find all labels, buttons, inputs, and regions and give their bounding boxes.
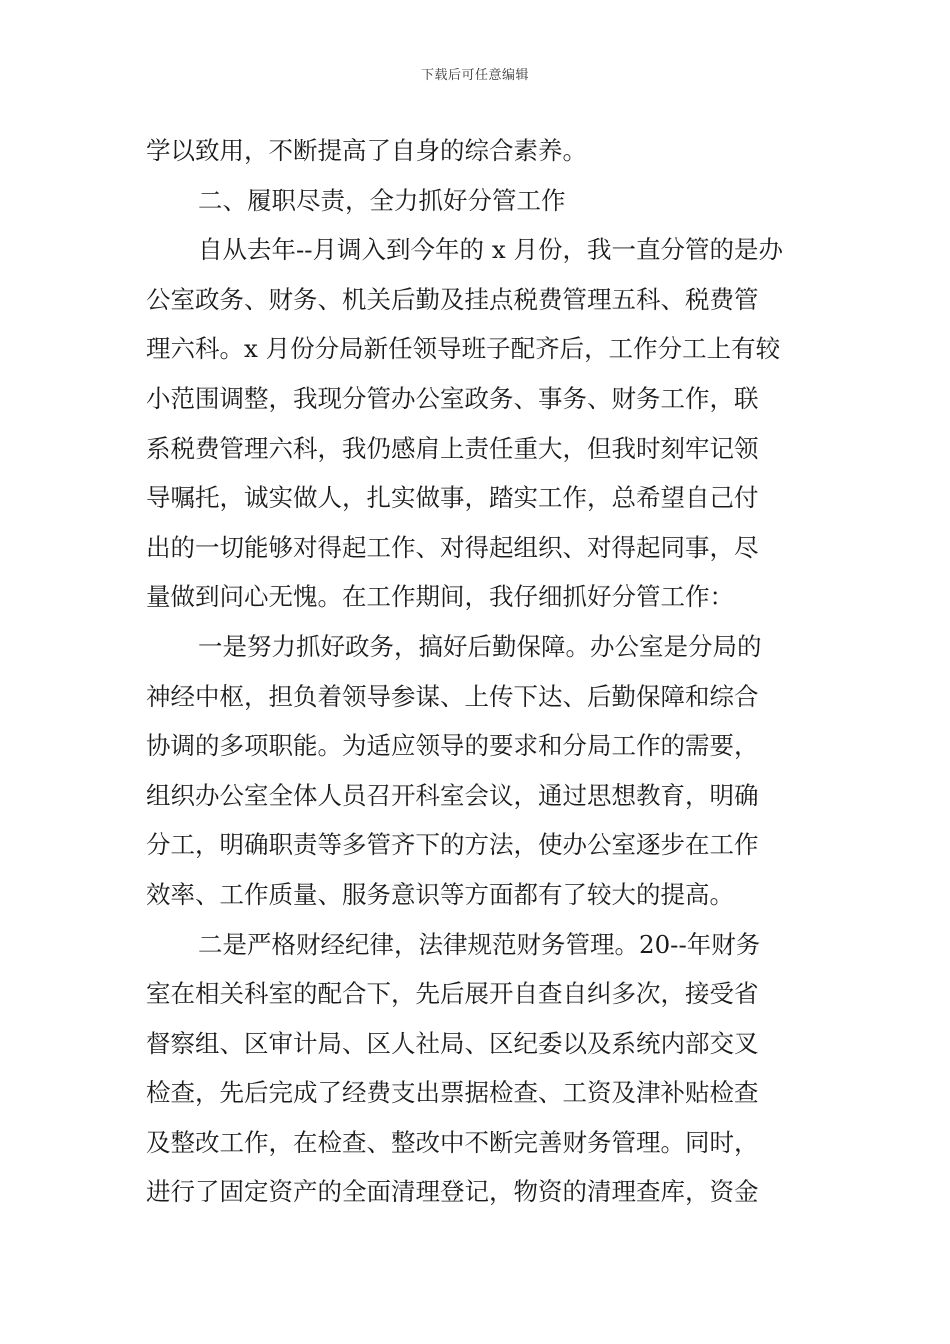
text-line: 室在相关科室的配合下，先后展开自查自纠多次，接受省 — [146, 979, 759, 1009]
text-line: 自从去年--月调入到今年的 x 月份，我一直分管的是办 — [198, 235, 783, 265]
text-line: 组织办公室全体人员召开科室会议，通过思想教育，明确 — [146, 780, 759, 810]
text-line: 导嘱托，诚实做人，扎实做事，踏实工作，总希望自己付 — [146, 483, 759, 513]
text-line: 二、履职尽责，全力抓好分管工作 — [198, 185, 566, 215]
text-line: 系税费管理六科，我仍感肩上责任重大，但我时刻牢记领 — [146, 433, 759, 463]
document-body — [146, 126, 806, 1217]
page-header: 下载后可任意编辑 — [420, 68, 529, 83]
text-line: 二是严格财经纪律，法律规范财务管理。20--年财务 — [198, 929, 761, 959]
text-line: 小范围调整，我现分管办公室政务、事务、财务工作，联 — [146, 383, 759, 413]
text-line: 效率、工作质量、服务意识等方面都有了较大的提高。 — [146, 879, 734, 909]
text-line: 协调的多项职能。为适应领导的要求和分局工作的需要， — [146, 731, 759, 761]
text-line: 学以致用，不断提高了自身的综合素养。 — [146, 136, 587, 165]
text-line: 进行了固定资产的全面清理登记，物资的清理查库，资金 — [146, 1177, 759, 1207]
text-line: 出的一切能够对得起工作、对得起组织、对得起同事，尽 — [146, 532, 759, 562]
text-line: 一是努力抓好政务，搞好后勤保障。办公室是分局的 — [198, 631, 762, 661]
text-line: 检查，先后完成了经费支出票据检查、工资及津补贴检查 — [146, 1078, 759, 1108]
text-line: 及整改工作，在检查、整改中不断完善财务管理。同时， — [146, 1127, 759, 1157]
text-line: 督察组、区审计局、区人社局、区纪委以及系统内部交叉 — [146, 1028, 759, 1058]
text-line: 神经中枢，担负着领导参谋、上传下达、后勤保障和综合 — [146, 681, 759, 711]
text-line: 量做到问心无愧。在工作期间，我仔细抓好分管工作： — [146, 582, 734, 612]
text-line: 分工，明确职责等多管齐下的方法，使办公室逐步在工作 — [146, 830, 759, 860]
text-line: 公室政务、财务、机关后勤及挂点税费管理五科、税费管 — [146, 284, 759, 314]
text-line: 理六科。x 月份分局新任领导班子配齐后，工作分工上有较 — [146, 334, 781, 364]
